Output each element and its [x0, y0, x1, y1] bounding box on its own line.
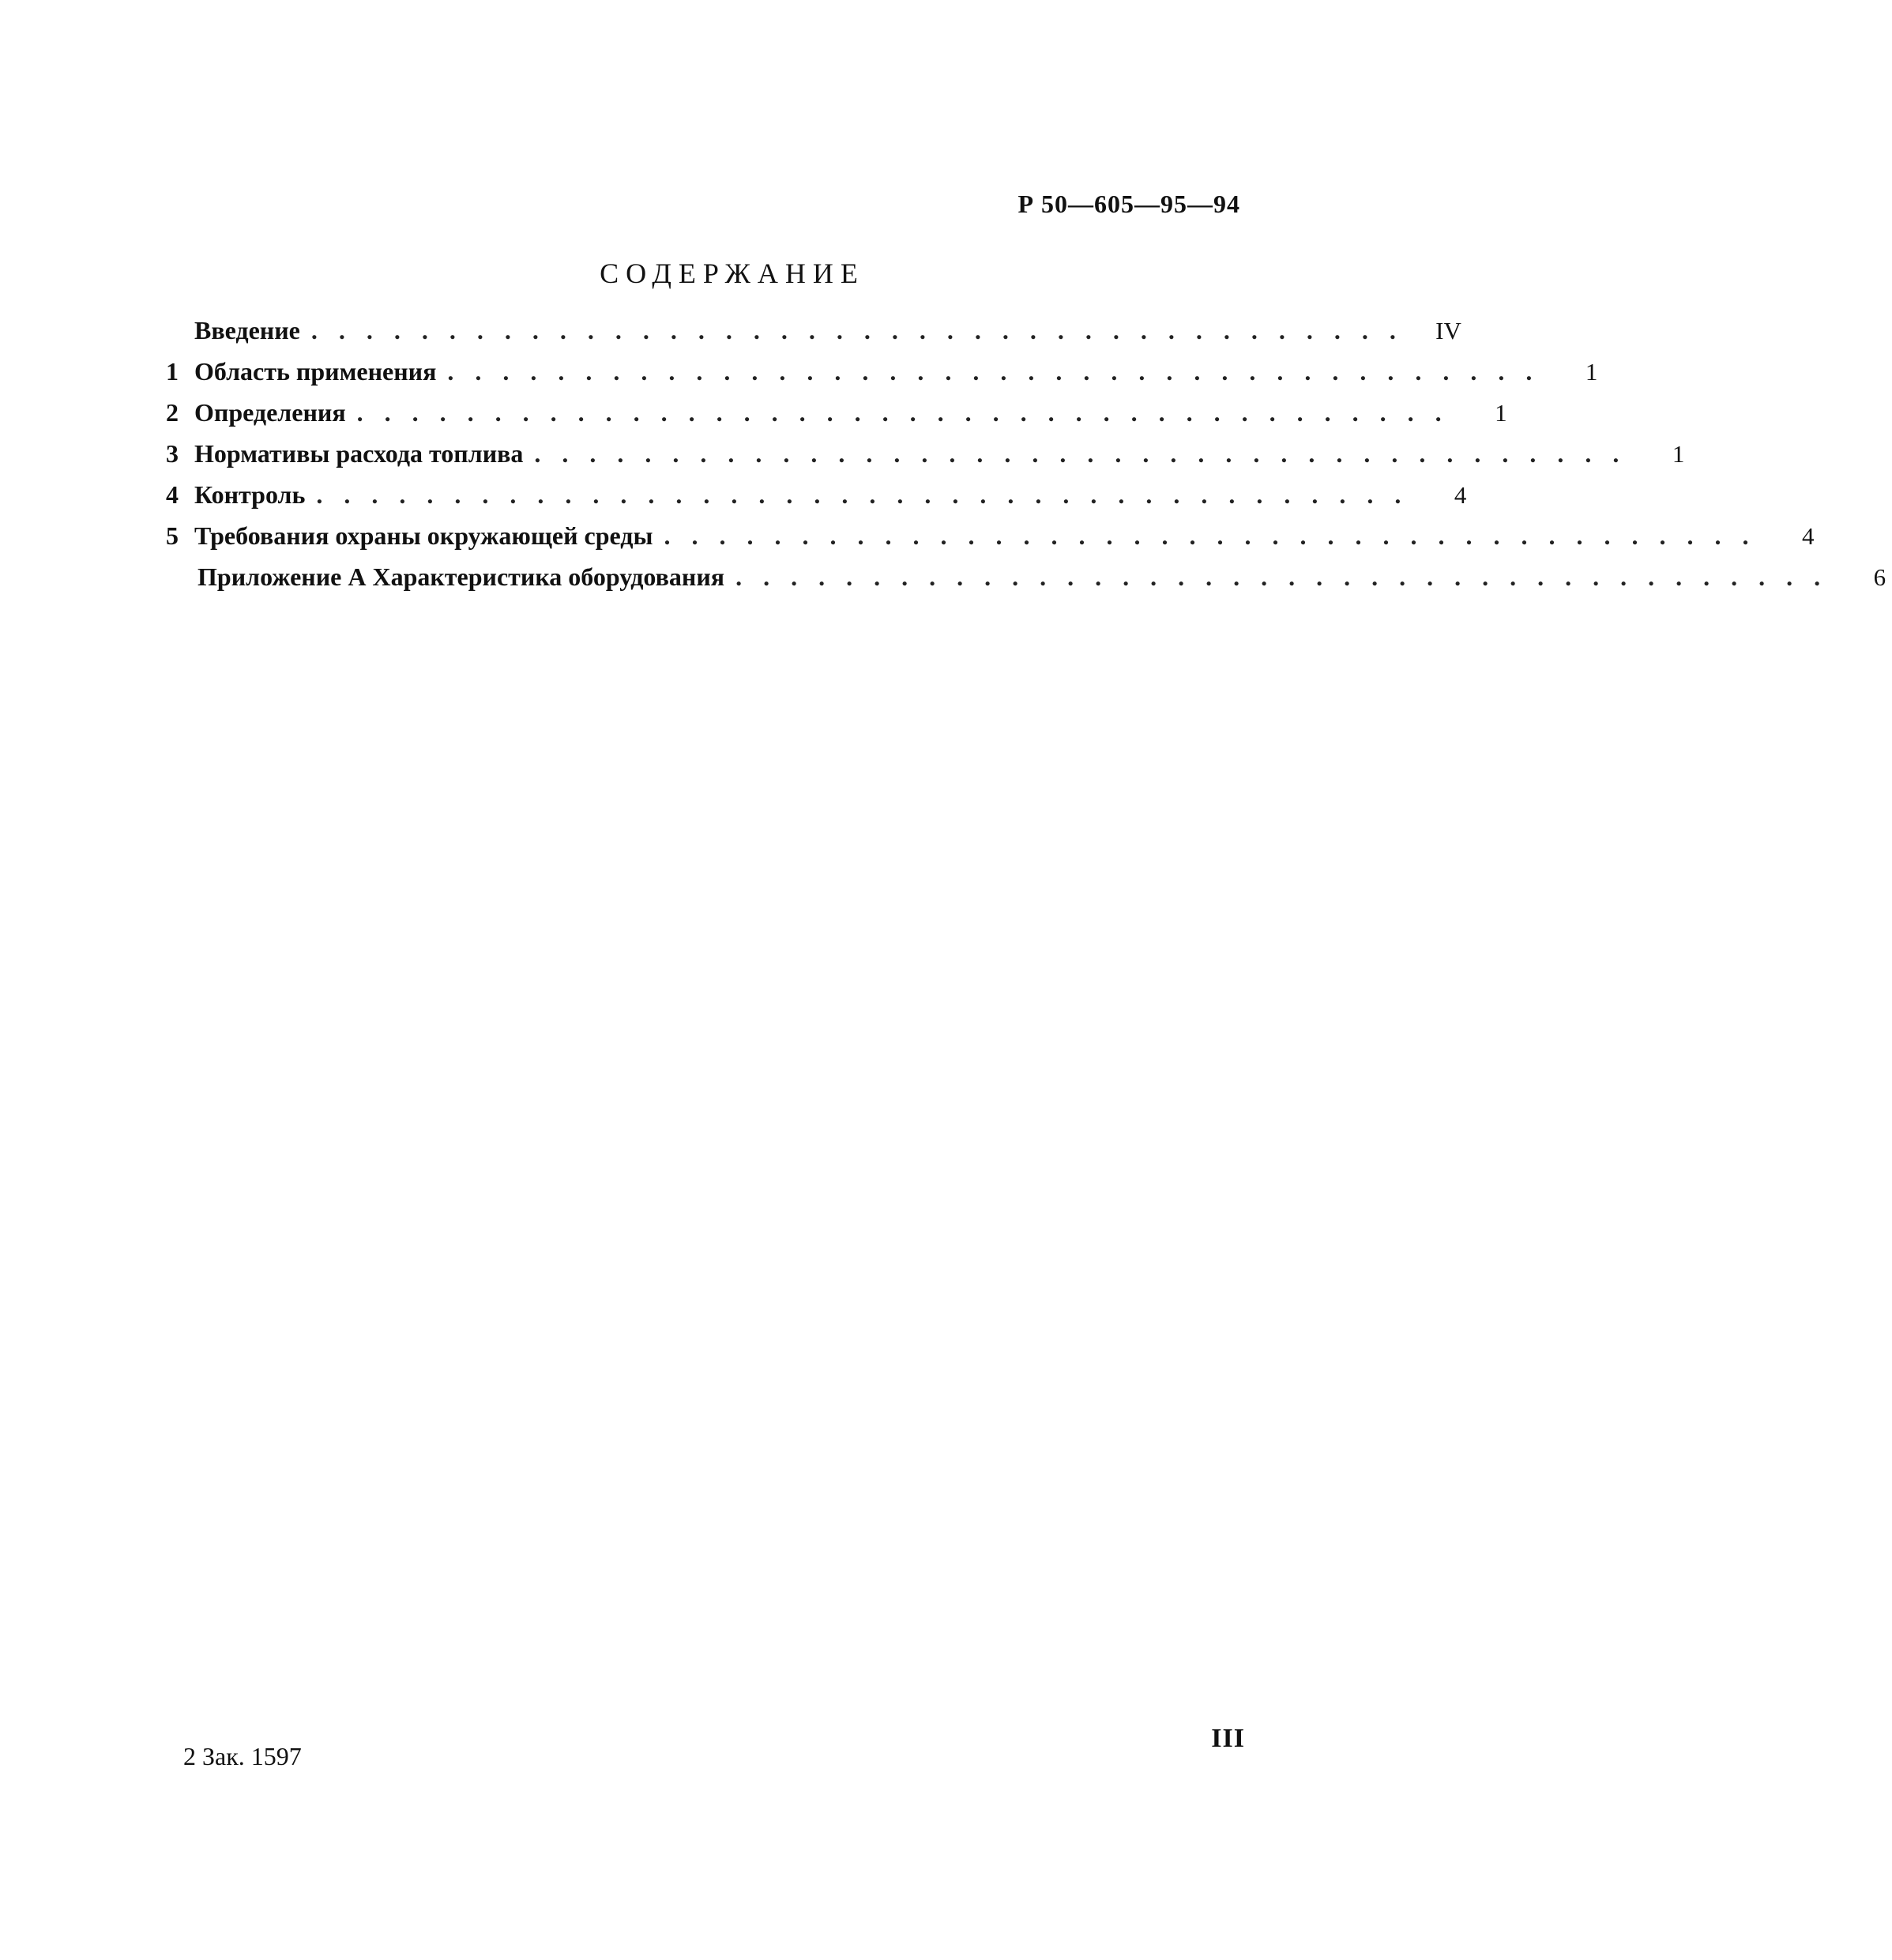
toc-dot-leader: ........................................ [664, 521, 1770, 550]
toc-item-label: Требования охраны окружающей среды [194, 521, 653, 550]
toc-item-introduction[interactable] [166, 310, 1461, 351]
toc-item-page: 1 [1495, 399, 1507, 427]
toc-dot-leader: ........................................ [310, 316, 1417, 344]
toc-item-label: Контроль [194, 480, 306, 509]
toc-item-number: 5 [166, 521, 179, 550]
toc-dot-leader: ........................................ [447, 357, 1554, 386]
document-code: Р 50—605—95—94 [1017, 190, 1240, 218]
toc-item-label: Приложение А Характеристика оборудования [197, 562, 725, 591]
toc-item-appendix-a[interactable] [166, 556, 1886, 597]
toc-item-number: 2 [166, 398, 179, 427]
toc-item-label: Определения [194, 398, 346, 427]
toc-item-number: 3 [166, 439, 179, 468]
toc-dot-leader: ........................................ [356, 398, 1463, 427]
toc-item-page: 4 [1801, 522, 1815, 550]
toc-item-label: Введение [194, 316, 300, 344]
toc-dot-leader: ........................................ [316, 480, 1423, 509]
toc-item-fuel-norms[interactable] [166, 433, 1685, 474]
toc-dot-leader: ........................................ [735, 562, 1842, 591]
toc-item-page: 6 [1873, 563, 1886, 591]
toc-item-label: Область применения [194, 357, 437, 386]
toc-item-page: IV [1435, 317, 1461, 344]
toc-item-number: 1 [166, 357, 179, 386]
toc-item-page: 4 [1454, 481, 1467, 509]
toc-item-scope[interactable] [166, 351, 1598, 392]
toc-item-environment[interactable] [166, 515, 1815, 556]
toc-item-control[interactable] [166, 474, 1467, 515]
toc-item-label: Нормативы расхода топлива [194, 439, 524, 468]
toc-title: СОДЕРЖАНИЕ [600, 258, 865, 289]
order-number: 2 Зак. 1597 [183, 1742, 302, 1770]
toc-item-page: 1 [1585, 358, 1598, 386]
toc-list [166, 310, 1886, 597]
toc-item-number: 4 [166, 480, 179, 509]
page-number: III [1211, 1724, 1245, 1753]
toc-item-definitions[interactable] [166, 392, 1507, 433]
toc-item-page: 1 [1672, 440, 1685, 468]
toc-dot-leader: ........................................ [534, 439, 1641, 468]
